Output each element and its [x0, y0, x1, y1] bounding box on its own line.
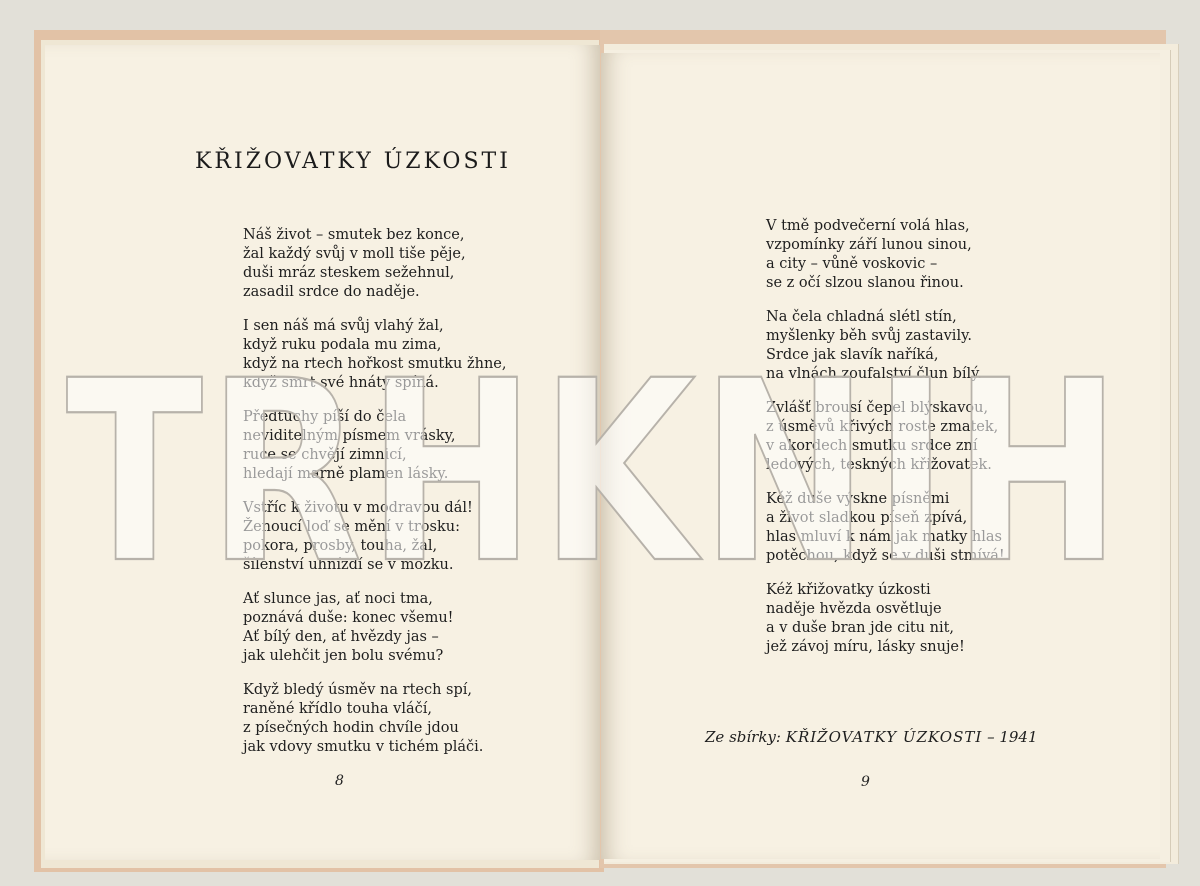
poem-line: jak ulehčit jen bolu svému? — [243, 648, 444, 664]
source-note — [705, 728, 1038, 746]
poem-line: když smrt své hnáty spíná. — [243, 375, 439, 391]
poem-line: z úsměvů křivých roste zmatek, — [766, 419, 999, 435]
poem-line: Srdce jak slavík naříká, — [766, 347, 939, 363]
stanza — [766, 581, 1005, 657]
poem-line: na vlnách zoufalství člun bílý. — [766, 366, 983, 382]
poem-line: V tmě podvečerní volá hlas, — [766, 218, 970, 234]
poem-title: KŘIŽOVATKY ÚZKOSTI — [195, 149, 511, 174]
poem-line: Náš život – smutek bez konce, — [243, 227, 465, 243]
poem-line: hlas mluví k nám jak matky hlas — [766, 529, 1002, 545]
left-page — [45, 45, 600, 860]
poem-line: a život sladkou píseň zpívá, — [766, 510, 968, 526]
poem-line: duši mráz steskem sežehnul, — [243, 265, 455, 281]
poem-line: a v duše bran jde citu nit, — [766, 620, 955, 636]
poem-line: vzpomínky září lunou sinou, — [766, 237, 972, 253]
poem-line: Ženoucí loď se mění v trosku: — [243, 519, 460, 535]
stanza — [766, 308, 1005, 384]
poem-line: potěchou, když se v duši stmívá! — [766, 548, 1005, 564]
stanza — [243, 408, 507, 484]
poem-line: Na čela chladná slétl stín, — [766, 309, 957, 325]
poem-line: Předtuchy píší do čela — [243, 409, 407, 425]
poem-line: hledají marně plamen lásky. — [243, 466, 449, 482]
stanza — [766, 490, 1005, 566]
poem-line: naděje hvězda osvětluje — [766, 601, 942, 617]
stanza — [766, 217, 1005, 293]
watermark-text: TRHKNIH — [66, 334, 1126, 574]
source-year: – 1941 — [987, 728, 1038, 746]
poem-line: Kéž křižovatky úzkosti — [766, 582, 931, 598]
source-prefix: Ze sbírky: — [705, 728, 781, 746]
poem-line: v akordech smutku srdce zní — [766, 438, 978, 454]
poem-line: I sen náš má svůj vlahý žal, — [243, 318, 444, 334]
poem-line: šílenství uhnízdí se v mozku. — [243, 557, 454, 573]
stanza — [243, 681, 507, 757]
stanza — [243, 499, 507, 575]
right-page — [601, 53, 1160, 859]
poem-line: a city – vůně voskovic – — [766, 256, 938, 272]
stanza — [243, 317, 507, 393]
poem-line: Kéž duše výskne písněmi — [766, 491, 950, 507]
poem-line: Vstříc k životu v modravou dál! — [243, 500, 473, 516]
poem-line: jež závoj míru, lásky snuje! — [766, 639, 965, 655]
poem-line: Ať bílý den, ať hvězdy jas – — [243, 629, 439, 645]
poem-line: Zvlášť brousí čepel blýskavou, — [766, 400, 989, 416]
poem-line: ruce se chvějí zimnicí, — [243, 447, 407, 463]
poem-line: myšlenky běh svůj zastavily. — [766, 328, 972, 344]
poem-line: zasadil srdce do naděje. — [243, 284, 420, 300]
poem-line: jak vdovy smutku v tichém pláči. — [243, 739, 484, 755]
poem-line: neviditelným písmem vrásky, — [243, 428, 456, 444]
poem-line: když na rtech hořkost smutku žhne, — [243, 356, 507, 372]
poem-line: když ruku podala mu zima, — [243, 337, 442, 353]
poem-line: Když bledý úsměv na rtech spí, — [243, 682, 473, 698]
stanza — [243, 590, 507, 666]
poem-line: z písečných hodin chvíle jdou — [243, 720, 459, 736]
right-poem — [766, 217, 1005, 672]
poem-line: ledových, teskných křižovatek. — [766, 457, 992, 473]
poem-line: raněné křídlo touha vláčí, — [243, 701, 432, 717]
stanza — [243, 226, 507, 302]
poem-line: poznává duše: konec všemu! — [243, 610, 454, 626]
poem-line: žal každý svůj v moll tiše pěje, — [243, 246, 466, 262]
page-number-left: 8 — [335, 773, 344, 789]
poem-line: Ať slunce jas, ať noci tma, — [243, 591, 433, 607]
source-collection-title: KŘIŽOVATKY ÚZKOSTI — [785, 728, 983, 746]
left-poem — [243, 226, 507, 772]
poem-line: pokora, prosby, touha, žal, — [243, 538, 438, 554]
page-number-right: 9 — [861, 774, 870, 790]
stanza — [766, 399, 1005, 475]
poem-line: se z očí slzou slanou řinou. — [766, 275, 964, 291]
